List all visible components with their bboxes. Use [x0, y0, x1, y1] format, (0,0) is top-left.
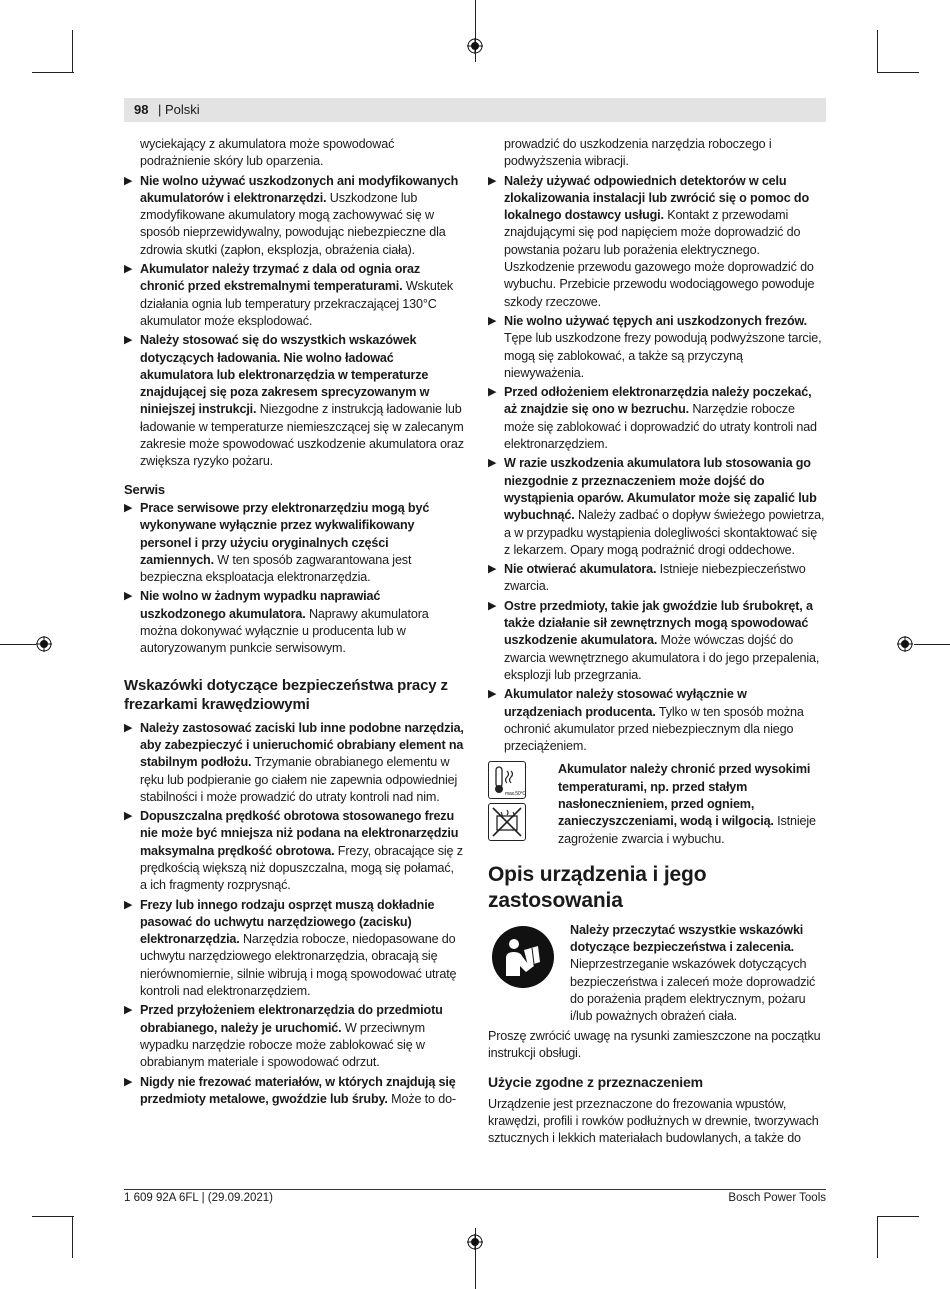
safety-item-bold: Nie wolno w żadnym wypadku naprawiać uszkodzonego akumulatora. [140, 589, 381, 621]
safety-item-bold: Akumulator należy stosować wyłącznie w urządzeniach producenta. [504, 687, 747, 719]
safety-item-bold: Prace serwisowe przy elektronarzędziu mogą być wykonywane wyłącznie przez wykwalifikowany personel i przy użyciu oryginalnych części zamiennych. [140, 500, 430, 567]
safety-item-text: Tylko w ten sposób można ochronić akumulator przed niebezpiecznym dla niego przeciążeniem. [504, 704, 804, 754]
safety-item-text: Trzymanie obrabianego elementu w ręku lub podpieranie go ciałem nie zapewnia odpowiedniej stabilności i może prowadzić do utraty kontroli nad nim. [140, 755, 458, 804]
safety-item-text: Kontakt z przewodami znajdującymi się pod napięciem może doprowadzić do powstania pożaru lub porażenia elektrycznego. Uszkodzenie przewodu gazowego może doprowadzić do wybuchu. Przebicie przewodu wodociągowego powoduje szkody rzeczowe. [504, 208, 815, 309]
intended-use-text: Urządzenie jest przeznaczone do frezowania wpustów, krawędzi, profili i rowków podłużnych w drewnie, tworzywach sztucznych i lekkich materiałach budowlanych, a także do [488, 1096, 819, 1146]
safety-item-bold: Nigdy nie frezować materiałów, w których znajdują się przedmioty metalowe, gwoździe lub śruby. [140, 1074, 456, 1106]
language-name: Polski [165, 102, 200, 117]
footer-brand: Bosch Power Tools [728, 1192, 826, 1204]
safety-item-text: Uszkodzone lub zmodyfikowane akumulatory mogą zachowywać się w sposób nieprzewidywalny, powodując niebezpieczne dla zdrowia skutki (zapłon, eksplozja, obrażenia ciała). [140, 190, 446, 257]
safety-item-bold: Nie otwierać akumulatora. [504, 562, 657, 577]
bullet-arrow-icon: ▶ [124, 1004, 133, 1017]
safety-item [124, 332, 464, 470]
crop-mark [0, 644, 36, 645]
safety-item [124, 1074, 464, 1109]
safety-item-bold: Ostre przedmioty, takie jak gwoździe lub śrubokręt, a także działanie sił zewnętrznych mogą spowodować uszkodzenie akumulatora. [504, 598, 813, 648]
safety-item-text: Niezgodne z instrukcją ładowanie lub ładowanie w temperaturze niemieszczącej się w zalecanym zakresie może spowodować uszkodzenie akumulatora oraz zwiększa ryzyko pożaru. [140, 402, 464, 469]
page-number: 98 [134, 102, 149, 117]
battery-protection-note [488, 761, 826, 847]
registration-mark-icon [467, 1234, 483, 1250]
page-header [124, 98, 826, 122]
section-heading-intended-use: Użycie zgodne z przeznaczeniem [488, 1074, 703, 1091]
safety-item-bold: Nie wolno używać tępych ani uszkodzonych frezów. [504, 313, 808, 328]
registration-mark-icon [467, 38, 483, 54]
safety-item-text: Tępe lub uszkodzone frezy powodują podwyższone tarcie, mogą się zablokować, a także są przyczyną niewyważenia. [504, 331, 822, 380]
crop-mark [32, 1216, 74, 1217]
safety-item [124, 588, 464, 657]
no-water-icon [488, 803, 526, 841]
safety-item-text: Narzędzia robocze, niedopasowane do uchwytu narzędziowego elektronarzędzia, obracają się nierównomiernie, silnie wibrują i mogą spowodować utratę kontroli nad elektronarzędziem. [140, 932, 457, 999]
safety-item [488, 384, 826, 453]
bullet-arrow-icon: ▶ [488, 688, 497, 701]
safety-item [488, 598, 826, 684]
safety-item [488, 313, 826, 382]
bullet-arrow-icon: ▶ [124, 1075, 133, 1088]
safety-item-text: Narzędzie robocze może się zablokować i doprowadzić do utraty kontroli nad elektronarzędziem. [504, 402, 817, 452]
safety-item-text: Frezy, obracające się z prędkością większą niż dopuszczalna, mogą się połamać, a ich fragmenty rozprysnąć. [140, 843, 463, 893]
safety-item [124, 173, 464, 259]
safety-item [488, 455, 826, 559]
crop-mark [72, 1216, 73, 1258]
safety-item [124, 261, 464, 330]
read-manual-rest: Nieprzestrzeganie wskazówek dotyczących bezpieczeństwa i zaleceń może doprowadzić do porażenia prądem elektrycznym, pożaru i/lub poważnych obrażeń ciała. [570, 957, 816, 1024]
safety-item-bold: Przed odłożeniem elektronarzędzia należy poczekać, aż znajdzie się ono w bezruchu. [504, 385, 812, 417]
safety-item-text: Może wówczas dojść do zwarcia wewnętrznego akumulatora i do jego przepalenia, eksplozji lub przegrzania. [504, 633, 820, 682]
safety-item-bold: Przed przyłożeniem elektronarzędzia do przedmiotu obrabianego, należy je uruchomić. [140, 1003, 443, 1035]
safety-item-bold: Akumulator należy trzymać z dala od ognia oraz chronić przed ekstremalnymi temperaturami. [140, 262, 421, 294]
safety-item [124, 897, 464, 1001]
section-heading-service: Serwis [124, 481, 166, 497]
safety-item [124, 1002, 464, 1071]
crop-mark [877, 1216, 919, 1217]
safety-item-text: W ten sposób zagwarantowana jest bezpieczna eksploatacja elektronarzędzia. [140, 552, 412, 585]
crop-mark [877, 72, 919, 73]
safety-item [124, 500, 464, 586]
bullet-arrow-icon: ▶ [488, 599, 497, 612]
safety-item [488, 173, 826, 311]
safety-item [124, 808, 464, 894]
crop-mark [72, 30, 73, 72]
safety-item-text: Wskutek działania ognia lub temperatury przekraczającej 130°C akumulator może eksplodować. [140, 279, 454, 328]
figures-note: Proszę zwrócić uwagę na rysunki zamieszczone na początku instrukcji obsługi. [488, 1028, 821, 1060]
read-manual-note [488, 922, 826, 1026]
bullet-arrow-icon: ▶ [124, 810, 133, 823]
bullet-arrow-icon: ▶ [124, 898, 133, 911]
read-manual-icon [492, 926, 554, 988]
bullet-arrow-icon: ▶ [124, 263, 133, 276]
crop-mark [877, 1216, 878, 1258]
bullet-arrow-icon: ▶ [124, 174, 133, 187]
bullet-arrow-icon: ▶ [488, 386, 497, 399]
battery-protection-rest: Istnieje zagrożenie zwarcia i wybuchu. [558, 814, 816, 846]
right-column [488, 136, 826, 1149]
safety-item-bold: Należy stosować się do wszystkich wskazówek dotyczących ładowania. Nie wolno ładować akumulatora lub elektronarzędzia w temperaturze znajdującej się poza zakresem sprecyzowanym w niniejszej instrukcji. [140, 333, 430, 417]
section-heading-description: Opis urządzenia i jego zastosowania [488, 862, 707, 912]
safety-item-bold: Należy zastosować zaciski lub inne podobne narzędzia, aby zabezpieczyć i unieruchomić obrabiany element na stabilnym podłożu. [140, 720, 464, 770]
battery-protection-text [558, 761, 826, 847]
safety-item-bold: Należy używać odpowiednich detektorów w celu zlokalizowania instalacji lub zwrócić się o pomoc do lokalnego dostawcy usługi. [504, 173, 810, 223]
registration-mark-icon [36, 636, 52, 652]
safety-item-bold: Frezy lub innego rodzaju osprzęt muszą dokładnie pasować do uchwytu narzędziowego (zacisku) elektronarzędzia. [140, 897, 435, 947]
read-manual-text [570, 922, 826, 1026]
bullet-arrow-icon: ▶ [488, 174, 497, 187]
language-label: | Polski [158, 102, 200, 117]
safety-item-bold: W razie uszkodzenia akumulatora lub stosowania go niezgodnie z przeznaczeniem może dojść do wystąpienia oparów. Akumulator może się zapalić lub wybuchnąć. [504, 456, 817, 523]
safety-item-text: Może to do- [387, 1091, 456, 1106]
crop-mark [914, 644, 950, 645]
safety-item-text: Należy zadbać o dopływ świeżego powietrza, a w przypadku wystąpienia dolegliwości skontaktować się z lekarzem. Opary mogą podrażnić drogi oddechowe. [504, 508, 825, 557]
safety-item-text: Istnieje niebezpieczeństwo zwarcia. [504, 562, 806, 594]
continued-text: wyciekający z akumulatora może spowodować podrażnienie skóry lub oparzenia. [140, 137, 395, 169]
bullet-arrow-icon: ▶ [488, 314, 497, 327]
temperature-icon-label: max.50°C [505, 791, 525, 798]
footer-doc-code: 1 609 92A 6FL | (29.09.2021) [124, 1192, 273, 1204]
bullet-arrow-icon: ▶ [488, 563, 497, 576]
crop-mark [877, 30, 878, 72]
section-heading-router-safety: Wskazówki dotyczące bezpieczeństwa pracy z frezarkami krawędziowymi [124, 676, 448, 713]
bullet-arrow-icon: ▶ [124, 501, 133, 514]
registration-mark-icon [897, 636, 913, 652]
bullet-arrow-icon: ▶ [124, 590, 133, 603]
read-manual-bold: Należy przeczytać wszystkie wskazówki dotyczące bezpieczeństwa i zalecenia. [570, 922, 804, 955]
continued-text: prowadzić do uszkodzenia narzędzia roboczego i podwyższenia wibracji. [504, 137, 772, 169]
safety-item [124, 720, 464, 806]
safety-item-bold: Nie wolno używać uszkodzonych ani modyfikowanych akumulatorów i elektronarzędzi. [140, 173, 459, 205]
bullet-arrow-icon: ▶ [124, 721, 133, 734]
safety-item [488, 561, 826, 596]
crop-mark [32, 72, 74, 73]
battery-protection-bold: Akumulator należy chronić przed wysokimi temperaturami, np. przed stałym nasłonecznieniem, przed ogniem, zanieczyszczeniami, wodą i wilgocią. [558, 762, 811, 829]
safety-item-text: W przeciwnym wypadku narzędzie robocze może zablokować się w obrabianym materiale i spowodować odrzut. [140, 1020, 425, 1070]
bullet-arrow-icon: ▶ [124, 334, 133, 347]
bullet-arrow-icon: ▶ [488, 457, 497, 470]
left-column [124, 136, 464, 1110]
safety-item-bold: Dopuszczalna prędkość obrotowa stosowanego frezu nie może być mniejsza niż podana na elektronarzędziu maksymalna prędkość obrotowa. [140, 809, 459, 858]
safety-item-text: Naprawy akumulatora można dokonywać wyłącznie u producenta lub w autoryzowanym punkcie serwisowym. [140, 606, 429, 656]
footer-rule [124, 1189, 826, 1190]
warning-icons [488, 761, 532, 847]
temperature-icon [488, 761, 526, 799]
safety-item [488, 686, 826, 755]
